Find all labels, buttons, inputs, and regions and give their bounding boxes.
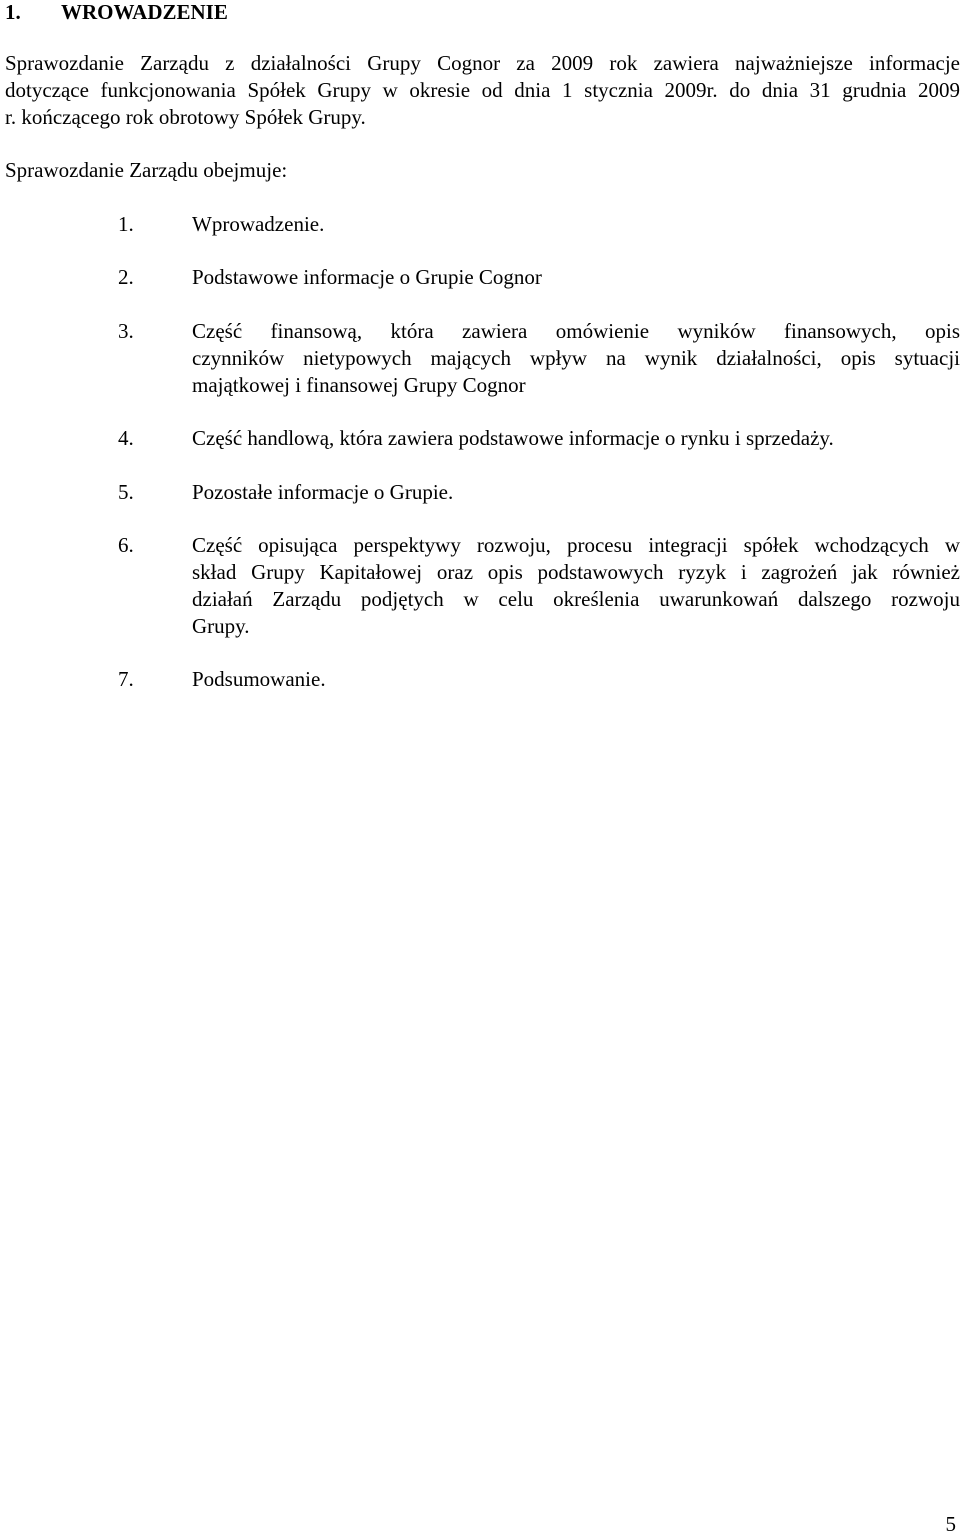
intro-line: Sprawozdanie Zarządu z działalności Grupy Cognor za 2009 rok zawiera najważniejsze informacje bbox=[5, 51, 960, 75]
toc-item-line: Część handlową, która zawiera podstawowe informacje o rynku i sprzedaży. bbox=[192, 426, 834, 450]
toc-item-text bbox=[192, 318, 960, 399]
intro-line: r. kończącego rok obrotowy Spółek Grupy. bbox=[5, 105, 366, 129]
toc-item-line: działań Zarządu podjętych w celu określenia uwarunkowań dalszego rozwoju bbox=[192, 587, 960, 611]
toc-item-line: skład Grupy Kapitałowej oraz opis podstawowych ryzyk i zagrożeń jak również bbox=[192, 560, 960, 584]
toc-item-number: 5. bbox=[118, 480, 134, 504]
toc-item-number: 1. bbox=[118, 212, 134, 236]
intro-paragraph bbox=[5, 50, 960, 131]
toc-item-text bbox=[192, 532, 960, 640]
toc-item-number: 4. bbox=[118, 426, 134, 450]
toc-item-number: 6. bbox=[118, 533, 134, 557]
toc-item-text bbox=[192, 425, 960, 452]
toc-item-text bbox=[192, 479, 960, 506]
toc-item-text bbox=[192, 264, 960, 291]
intro-line: dotyczące funkcjonowania Spółek Grupy w okresie od dnia 1 stycznia 2009r. do dnia 31 grudnia 2009 bbox=[5, 78, 960, 102]
toc-item-text bbox=[192, 211, 960, 238]
toc-lead: Sprawozdanie Zarządu obejmuje: bbox=[5, 158, 288, 182]
toc-item-line: Podsumowanie. bbox=[192, 667, 326, 691]
page-number: 5 bbox=[945, 1512, 956, 1536]
section-number: 1. bbox=[5, 0, 21, 24]
toc-item-number: 2. bbox=[118, 265, 134, 289]
toc-item-line: czynników nietypowych mających wpływ na wynik działalności, opis sytuacji bbox=[192, 346, 960, 370]
section-title: WROWADZENIE bbox=[61, 0, 228, 24]
toc-item-number: 3. bbox=[118, 319, 134, 343]
toc-item-line: Grupy. bbox=[192, 614, 250, 638]
toc-item-line: Część opisująca perspektywy rozwoju, procesu integracji spółek wchodzących w bbox=[192, 533, 960, 557]
toc-item-text bbox=[192, 666, 960, 693]
toc-item-line: majątkowej i finansowej Grupy Cognor bbox=[192, 373, 526, 397]
toc-item-line: Wprowadzenie. bbox=[192, 212, 325, 236]
toc-item-number: 7. bbox=[118, 667, 134, 691]
toc-item-line: Część finansową, która zawiera omówienie wyników finansowych, opis bbox=[192, 319, 960, 343]
toc-item-line: Podstawowe informacje o Grupie Cognor bbox=[192, 265, 542, 289]
toc-item-line: Pozostałe informacje o Grupie. bbox=[192, 480, 454, 504]
section-heading bbox=[5, 0, 228, 24]
